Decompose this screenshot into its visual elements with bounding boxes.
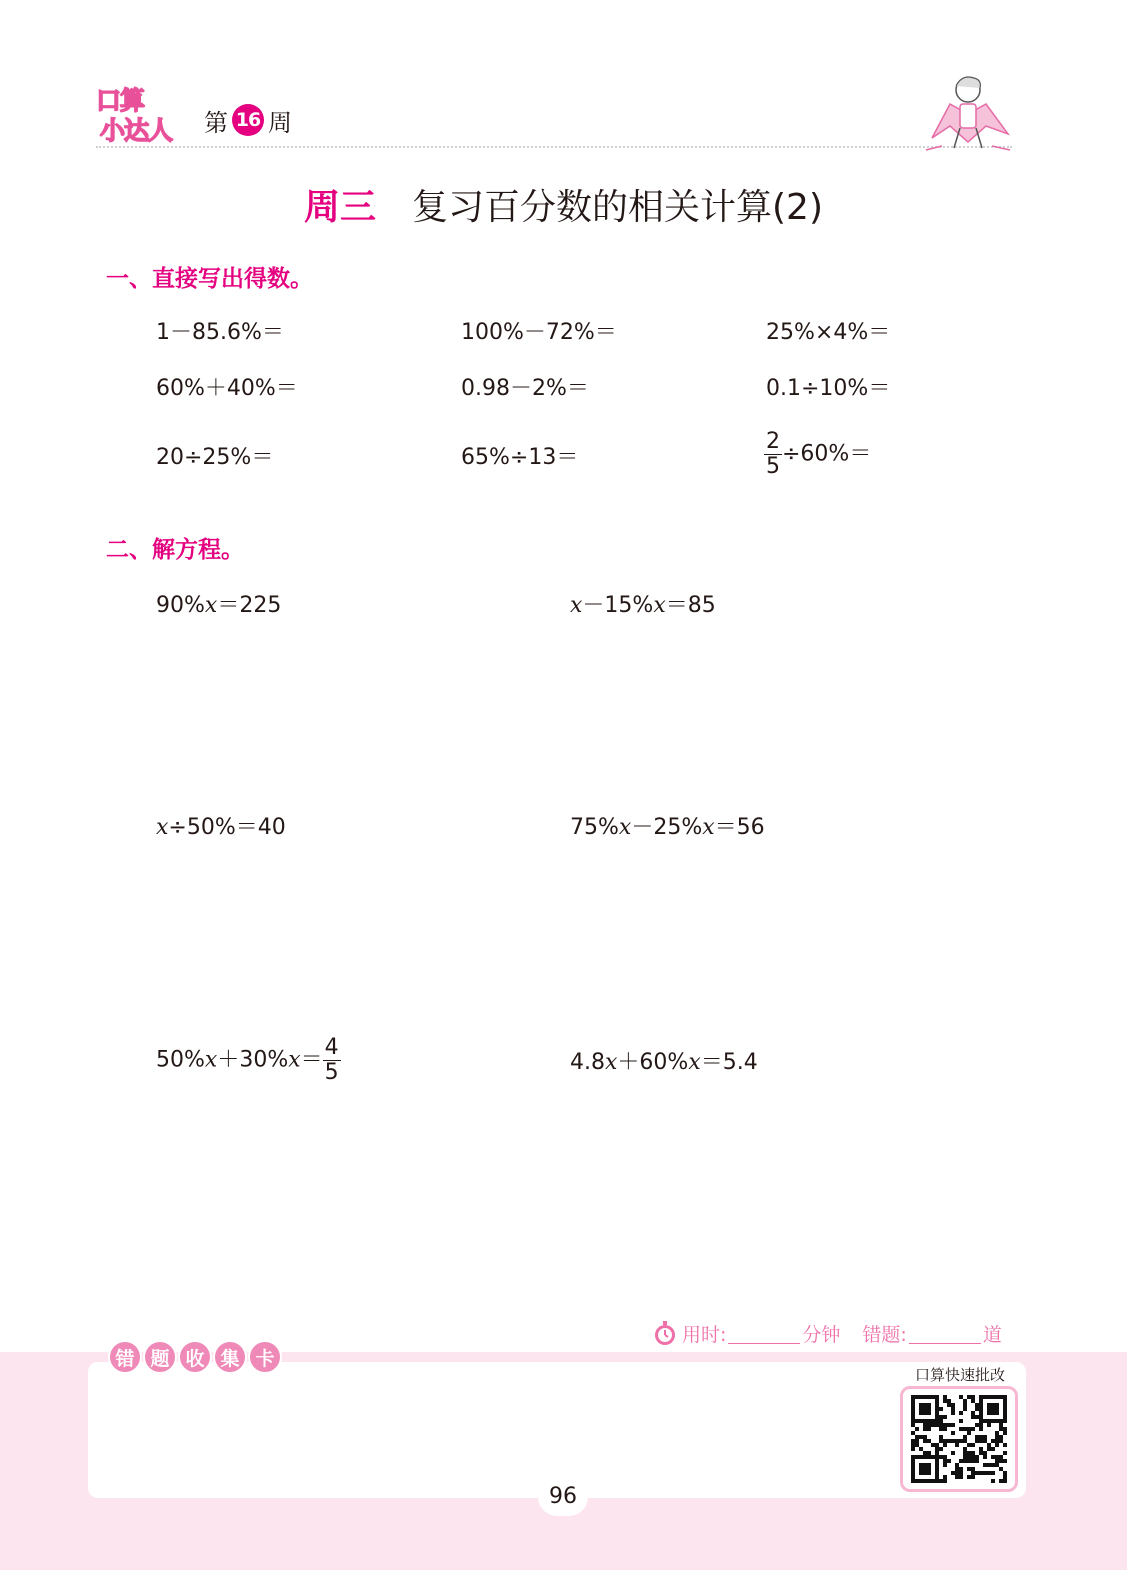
error-unit: 道 [982, 1323, 1002, 1346]
title-day: 周三 [303, 187, 376, 228]
variable-x: x [702, 815, 715, 840]
week-suffix: 周 [268, 108, 292, 137]
card-label-char: 错 [108, 1340, 142, 1374]
eq-term: 4.8 [570, 1050, 605, 1075]
problem-2-1: 60%＋40%＝ [156, 376, 298, 401]
variable-x: x [156, 815, 169, 840]
eq-term: ＝5.4 [700, 1050, 758, 1075]
week-indicator [204, 103, 292, 137]
error-label: 错题: [862, 1323, 907, 1346]
problem-1-2: 100%－72%＝ [461, 320, 617, 345]
equation-5 [156, 1036, 341, 1085]
eq-term: 75% [570, 815, 619, 840]
stopwatch-icon [652, 1320, 678, 1346]
eq-term: －15% [582, 593, 654, 618]
eq-term: ＝225 [217, 593, 282, 618]
time-blank[interactable] [728, 1323, 800, 1344]
problem-3-3 [764, 430, 871, 479]
week-number-badge: 16 [232, 104, 264, 136]
logo-line-2: 小达人 [100, 116, 173, 145]
variable-x: x [688, 1050, 701, 1075]
problem-3-3-rest: ÷60%＝ [782, 441, 872, 467]
variable-x: x [204, 593, 218, 618]
fraction-denominator: 5 [324, 1060, 339, 1085]
variable-x: x [618, 815, 632, 840]
card-label [108, 1340, 282, 1374]
fraction [323, 1036, 341, 1085]
brand-logo [96, 86, 178, 152]
problem-2-3: 0.1÷10%＝ [766, 376, 891, 401]
problem-1-3: 25%×4%＝ [766, 320, 891, 345]
eq-term: －25% [631, 815, 703, 840]
eq-term: 50% [156, 1047, 205, 1073]
eq-term: ＋60% [617, 1050, 689, 1075]
variable-x: x [204, 1047, 218, 1073]
fraction-numerator: 4 [324, 1035, 339, 1060]
fraction-numerator: 2 [766, 429, 780, 454]
eq-term: ＝85 [665, 593, 716, 618]
problem-2-2: 0.98－2%＝ [461, 376, 589, 401]
equation-3 [156, 813, 286, 843]
section-1-heading: 一、直接写出得数。 [106, 266, 313, 292]
qr-label: 口算快速批改 [914, 1366, 1005, 1384]
equation-1 [156, 591, 281, 621]
page-title [0, 183, 1127, 233]
logo-line-1: 口算 [96, 86, 145, 115]
card-label-char: 卡 [248, 1340, 282, 1374]
variable-x: x [605, 1050, 618, 1075]
equation-4 [570, 813, 765, 843]
card-label-char: 收 [178, 1340, 212, 1374]
variable-x: x [288, 1047, 301, 1073]
eq-term: ＝56 [714, 815, 765, 840]
title-topic: 复习百分数的相关计算(2) [412, 187, 823, 228]
problem-1-1: 1－85.6%＝ [156, 320, 284, 345]
time-unit: 分钟 [802, 1323, 841, 1346]
week-prefix: 第 [204, 108, 228, 137]
mascot-illustration [922, 68, 1014, 160]
eq-term: 90% [156, 593, 205, 618]
time-label: 用时: [682, 1323, 727, 1346]
eq-term: ÷50%＝40 [168, 815, 286, 840]
card-label-char: 题 [143, 1340, 177, 1374]
card-label-char: 集 [213, 1340, 247, 1374]
problem-3-1: 20÷25%＝ [156, 445, 274, 470]
qr-code-icon [911, 1395, 1007, 1483]
section-2-heading: 二、解方程。 [106, 537, 244, 563]
fraction [764, 430, 782, 479]
qr-code-frame[interactable] [900, 1386, 1018, 1492]
page-number: 96 [538, 1478, 588, 1516]
equation-6 [570, 1048, 758, 1078]
variable-x: x [570, 593, 583, 618]
fraction-denominator: 5 [766, 454, 780, 479]
variable-x: x [653, 593, 666, 618]
equation-2 [570, 591, 716, 621]
problem-3-2: 65%÷13＝ [461, 445, 579, 470]
eq-term: ＋30% [217, 1047, 289, 1073]
error-blank[interactable] [909, 1323, 981, 1344]
header-divider [96, 146, 1012, 148]
eq-term: ＝ [300, 1047, 323, 1073]
time-error-record [652, 1318, 1016, 1348]
